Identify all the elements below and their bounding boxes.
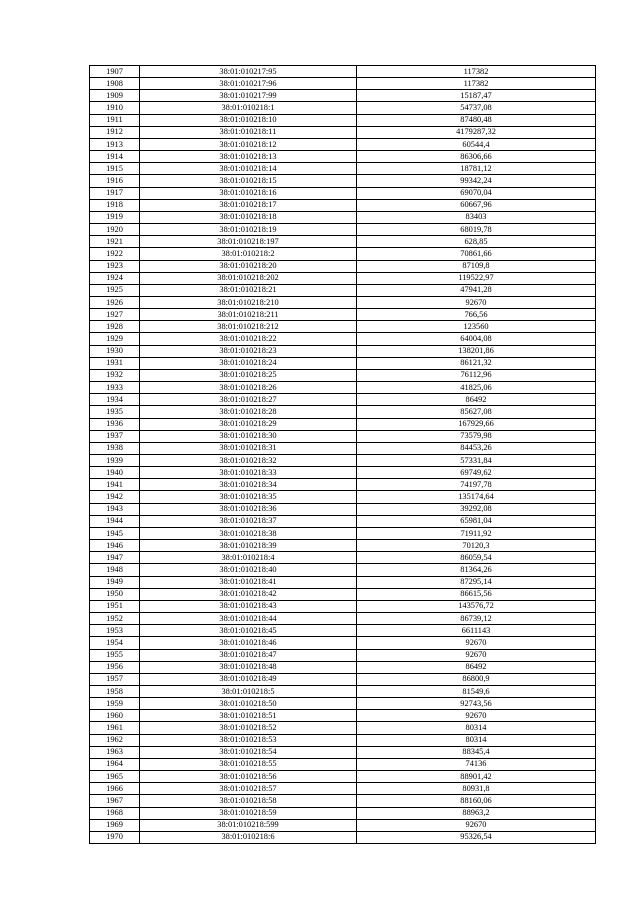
cadastral-number-cell: 38:01:010217:95 xyxy=(140,66,357,78)
row-number-cell: 1943 xyxy=(90,503,140,515)
cadastral-number-cell: 38:01:010218:13 xyxy=(140,151,357,163)
value-cell: 88901,42 xyxy=(357,771,596,783)
value-cell: 86059,54 xyxy=(357,552,596,564)
value-cell: 84453,26 xyxy=(357,442,596,454)
table-row xyxy=(90,382,596,394)
row-number-cell: 1965 xyxy=(90,771,140,783)
table-row xyxy=(90,807,596,819)
row-number-cell: 1957 xyxy=(90,673,140,685)
row-number-cell: 1944 xyxy=(90,515,140,527)
table-row xyxy=(90,126,596,138)
row-number-cell: 1928 xyxy=(90,321,140,333)
table-row xyxy=(90,333,596,345)
row-number-cell: 1948 xyxy=(90,564,140,576)
value-cell: 47941,28 xyxy=(357,284,596,296)
row-number-cell: 1967 xyxy=(90,795,140,807)
row-number-cell: 1925 xyxy=(90,284,140,296)
table-row xyxy=(90,515,596,527)
value-cell: 86306,66 xyxy=(357,151,596,163)
row-number-cell: 1942 xyxy=(90,491,140,503)
value-cell: 123560 xyxy=(357,321,596,333)
table-row xyxy=(90,758,596,770)
table-row xyxy=(90,163,596,175)
value-cell: 99342,24 xyxy=(357,175,596,187)
row-number-cell: 1954 xyxy=(90,637,140,649)
row-number-cell: 1949 xyxy=(90,576,140,588)
cadastral-number-cell: 38:01:010218:52 xyxy=(140,722,357,734)
cadastral-number-cell: 38:01:010218:40 xyxy=(140,564,357,576)
value-cell: 6611143 xyxy=(357,625,596,637)
table-row xyxy=(90,406,596,418)
cadastral-number-cell: 38:01:010218:212 xyxy=(140,321,357,333)
value-cell: 95326,54 xyxy=(357,831,596,843)
row-number-cell: 1938 xyxy=(90,442,140,454)
row-number-cell: 1920 xyxy=(90,224,140,236)
row-number-cell: 1927 xyxy=(90,309,140,321)
row-number-cell: 1917 xyxy=(90,187,140,199)
cadastral-number-cell: 38:01:010218:24 xyxy=(140,357,357,369)
table-row xyxy=(90,649,596,661)
row-number-cell: 1909 xyxy=(90,90,140,102)
row-number-cell: 1945 xyxy=(90,527,140,539)
table-row xyxy=(90,418,596,430)
row-number-cell: 1924 xyxy=(90,272,140,284)
table-row xyxy=(90,746,596,758)
value-cell: 64004,08 xyxy=(357,333,596,345)
table-row xyxy=(90,831,596,843)
row-number-cell: 1910 xyxy=(90,102,140,114)
row-number-cell: 1935 xyxy=(90,406,140,418)
row-number-cell: 1939 xyxy=(90,455,140,467)
row-number-cell: 1926 xyxy=(90,296,140,308)
table-row xyxy=(90,260,596,272)
cadastral-number-cell: 38:01:010218:211 xyxy=(140,309,357,321)
cadastral-number-cell: 38:01:010218:37 xyxy=(140,515,357,527)
row-number-cell: 1930 xyxy=(90,345,140,357)
cadastral-number-cell: 38:01:010218:10 xyxy=(140,114,357,126)
table-row xyxy=(90,613,596,625)
cadastral-number-cell: 38:01:010218:19 xyxy=(140,224,357,236)
table-row xyxy=(90,503,596,515)
value-cell: 92670 xyxy=(357,819,596,831)
table-row xyxy=(90,272,596,284)
value-cell: 86800,9 xyxy=(357,673,596,685)
table-row xyxy=(90,491,596,503)
cadastral-number-cell: 38:01:010218:22 xyxy=(140,333,357,345)
cadastral-number-cell: 38:01:010218:51 xyxy=(140,710,357,722)
cadastral-number-cell: 38:01:010218:45 xyxy=(140,625,357,637)
table-row xyxy=(90,771,596,783)
value-cell: 117382 xyxy=(357,66,596,78)
row-number-cell: 1936 xyxy=(90,418,140,430)
table-row xyxy=(90,90,596,102)
cadastral-number-cell: 38:01:010217:96 xyxy=(140,78,357,90)
cadastral-number-cell: 38:01:010218:53 xyxy=(140,734,357,746)
row-number-cell: 1962 xyxy=(90,734,140,746)
row-number-cell: 1908 xyxy=(90,78,140,90)
row-number-cell: 1970 xyxy=(90,831,140,843)
row-number-cell: 1934 xyxy=(90,394,140,406)
cadastral-number-cell: 38:01:010218:38 xyxy=(140,527,357,539)
table-row xyxy=(90,66,596,78)
value-cell: 74197,78 xyxy=(357,479,596,491)
cadastral-number-cell: 38:01:010218:43 xyxy=(140,600,357,612)
cadastral-number-cell: 38:01:010218:26 xyxy=(140,382,357,394)
row-number-cell: 1923 xyxy=(90,260,140,272)
value-cell: 60544,4 xyxy=(357,138,596,150)
table-row xyxy=(90,199,596,211)
cadastral-number-cell: 38:01:010218:35 xyxy=(140,491,357,503)
value-cell: 167929,66 xyxy=(357,418,596,430)
table-row xyxy=(90,224,596,236)
value-cell: 65981,04 xyxy=(357,515,596,527)
cadastral-number-cell: 38:01:010218:599 xyxy=(140,819,357,831)
value-cell: 86492 xyxy=(357,394,596,406)
row-number-cell: 1907 xyxy=(90,66,140,78)
row-number-cell: 1921 xyxy=(90,236,140,248)
table-row xyxy=(90,564,596,576)
table-row xyxy=(90,345,596,357)
value-cell: 74136 xyxy=(357,758,596,770)
cadastral-number-cell: 38:01:010218:32 xyxy=(140,455,357,467)
row-number-cell: 1912 xyxy=(90,126,140,138)
value-cell: 69749,62 xyxy=(357,467,596,479)
cadastral-number-cell: 38:01:010218:50 xyxy=(140,698,357,710)
cadastral-number-cell: 38:01:010218:16 xyxy=(140,187,357,199)
table-row xyxy=(90,710,596,722)
cadastral-number-cell: 38:01:010218:17 xyxy=(140,199,357,211)
table-row xyxy=(90,236,596,248)
value-cell: 92743,56 xyxy=(357,698,596,710)
table-row xyxy=(90,783,596,795)
table-row xyxy=(90,442,596,454)
table-row xyxy=(90,455,596,467)
row-number-cell: 1932 xyxy=(90,369,140,381)
row-number-cell: 1950 xyxy=(90,588,140,600)
cadastral-number-cell: 38:01:010218:33 xyxy=(140,467,357,479)
table-body xyxy=(90,66,596,844)
table-row xyxy=(90,284,596,296)
value-cell: 70120,3 xyxy=(357,540,596,552)
cadastral-number-cell: 38:01:010218:48 xyxy=(140,661,357,673)
row-number-cell: 1953 xyxy=(90,625,140,637)
table-row xyxy=(90,309,596,321)
table-row xyxy=(90,467,596,479)
value-cell: 88345,4 xyxy=(357,746,596,758)
cadastral-number-cell: 38:01:010218:20 xyxy=(140,260,357,272)
value-cell: 87109,8 xyxy=(357,260,596,272)
table-row xyxy=(90,78,596,90)
value-cell: 80314 xyxy=(357,734,596,746)
table-row xyxy=(90,321,596,333)
value-cell: 70861,66 xyxy=(357,248,596,260)
cadastral-number-cell: 38:01:010218:15 xyxy=(140,175,357,187)
table-row xyxy=(90,637,596,649)
cadastral-number-cell: 38:01:010218:56 xyxy=(140,771,357,783)
cadastral-number-cell: 38:01:010218:12 xyxy=(140,138,357,150)
table-row xyxy=(90,540,596,552)
cadastral-number-cell: 38:01:010218:34 xyxy=(140,479,357,491)
cadastral-number-cell: 38:01:010218:57 xyxy=(140,783,357,795)
row-number-cell: 1940 xyxy=(90,467,140,479)
table-row xyxy=(90,795,596,807)
table-row xyxy=(90,211,596,223)
value-cell: 628,85 xyxy=(357,236,596,248)
value-cell: 54737,08 xyxy=(357,102,596,114)
row-number-cell: 1946 xyxy=(90,540,140,552)
cadastral-number-cell: 38:01:010218:4 xyxy=(140,552,357,564)
cadastral-number-cell: 38:01:010218:28 xyxy=(140,406,357,418)
cadastral-number-cell: 38:01:010218:39 xyxy=(140,540,357,552)
row-number-cell: 1969 xyxy=(90,819,140,831)
row-number-cell: 1913 xyxy=(90,138,140,150)
table-row xyxy=(90,673,596,685)
cadastral-number-cell: 38:01:010217:99 xyxy=(140,90,357,102)
value-cell: 41825,06 xyxy=(357,382,596,394)
value-cell: 766,56 xyxy=(357,309,596,321)
table-row xyxy=(90,588,596,600)
cadastral-number-cell: 38:01:010218:6 xyxy=(140,831,357,843)
value-cell: 4179287,32 xyxy=(357,126,596,138)
cadastral-number-cell: 38:01:010218:1 xyxy=(140,102,357,114)
value-cell: 81364,26 xyxy=(357,564,596,576)
value-cell: 86739,12 xyxy=(357,613,596,625)
value-cell: 71911,92 xyxy=(357,527,596,539)
cadastral-number-cell: 38:01:010218:27 xyxy=(140,394,357,406)
value-cell: 86492 xyxy=(357,661,596,673)
cadastral-number-cell: 38:01:010218:202 xyxy=(140,272,357,284)
row-number-cell: 1960 xyxy=(90,710,140,722)
table-row xyxy=(90,625,596,637)
cadastral-number-cell: 38:01:010218:36 xyxy=(140,503,357,515)
table-row xyxy=(90,600,596,612)
value-cell: 73579,98 xyxy=(357,430,596,442)
cadastral-number-cell: 38:01:010218:54 xyxy=(140,746,357,758)
row-number-cell: 1937 xyxy=(90,430,140,442)
table-row xyxy=(90,722,596,734)
cadastral-number-cell: 38:01:010218:11 xyxy=(140,126,357,138)
cadastral-number-cell: 38:01:010218:14 xyxy=(140,163,357,175)
value-cell: 15187,47 xyxy=(357,90,596,102)
row-number-cell: 1952 xyxy=(90,613,140,625)
table-row xyxy=(90,552,596,564)
cadastral-number-cell: 38:01:010218:29 xyxy=(140,418,357,430)
row-number-cell: 1929 xyxy=(90,333,140,345)
value-cell: 87480,48 xyxy=(357,114,596,126)
table-row xyxy=(90,527,596,539)
value-cell: 86121,32 xyxy=(357,357,596,369)
row-number-cell: 1941 xyxy=(90,479,140,491)
cadastral-number-cell: 38:01:010218:2 xyxy=(140,248,357,260)
cadastral-value-table xyxy=(89,65,596,844)
table-row xyxy=(90,151,596,163)
table-row xyxy=(90,138,596,150)
value-cell: 92670 xyxy=(357,296,596,308)
value-cell: 119522,97 xyxy=(357,272,596,284)
value-cell: 18781,12 xyxy=(357,163,596,175)
row-number-cell: 1964 xyxy=(90,758,140,770)
row-number-cell: 1922 xyxy=(90,248,140,260)
value-cell: 88160,06 xyxy=(357,795,596,807)
cadastral-number-cell: 38:01:010218:5 xyxy=(140,685,357,697)
table-row xyxy=(90,248,596,260)
cadastral-number-cell: 38:01:010218:18 xyxy=(140,211,357,223)
table-row xyxy=(90,576,596,588)
cadastral-number-cell: 38:01:010218:21 xyxy=(140,284,357,296)
value-cell: 87295,14 xyxy=(357,576,596,588)
cadastral-number-cell: 38:01:010218:210 xyxy=(140,296,357,308)
row-number-cell: 1966 xyxy=(90,783,140,795)
table-row xyxy=(90,114,596,126)
value-cell: 117382 xyxy=(357,78,596,90)
cadastral-number-cell: 38:01:010218:44 xyxy=(140,613,357,625)
table-row xyxy=(90,661,596,673)
table-row xyxy=(90,394,596,406)
value-cell: 60667,96 xyxy=(357,199,596,211)
table-row xyxy=(90,819,596,831)
row-number-cell: 1959 xyxy=(90,698,140,710)
table-row xyxy=(90,175,596,187)
cadastral-number-cell: 38:01:010218:25 xyxy=(140,369,357,381)
table-row xyxy=(90,296,596,308)
table-row xyxy=(90,430,596,442)
row-number-cell: 1914 xyxy=(90,151,140,163)
cadastral-number-cell: 38:01:010218:30 xyxy=(140,430,357,442)
cadastral-number-cell: 38:01:010218:46 xyxy=(140,637,357,649)
table-row xyxy=(90,734,596,746)
value-cell: 88963,2 xyxy=(357,807,596,819)
value-cell: 92670 xyxy=(357,649,596,661)
row-number-cell: 1911 xyxy=(90,114,140,126)
row-number-cell: 1933 xyxy=(90,382,140,394)
row-number-cell: 1918 xyxy=(90,199,140,211)
table-row xyxy=(90,369,596,381)
table-row xyxy=(90,102,596,114)
row-number-cell: 1963 xyxy=(90,746,140,758)
value-cell: 138201,86 xyxy=(357,345,596,357)
cadastral-number-cell: 38:01:010218:41 xyxy=(140,576,357,588)
value-cell: 69070,04 xyxy=(357,187,596,199)
cadastral-number-cell: 38:01:010218:55 xyxy=(140,758,357,770)
value-cell: 80931,8 xyxy=(357,783,596,795)
row-number-cell: 1947 xyxy=(90,552,140,564)
value-cell: 86615,56 xyxy=(357,588,596,600)
row-number-cell: 1968 xyxy=(90,807,140,819)
row-number-cell: 1916 xyxy=(90,175,140,187)
table-row xyxy=(90,685,596,697)
value-cell: 39292,08 xyxy=(357,503,596,515)
row-number-cell: 1955 xyxy=(90,649,140,661)
row-number-cell: 1951 xyxy=(90,600,140,612)
value-cell: 135174,64 xyxy=(357,491,596,503)
value-cell: 80314 xyxy=(357,722,596,734)
cadastral-number-cell: 38:01:010218:49 xyxy=(140,673,357,685)
cadastral-number-cell: 38:01:010218:58 xyxy=(140,795,357,807)
row-number-cell: 1961 xyxy=(90,722,140,734)
cadastral-number-cell: 38:01:010218:31 xyxy=(140,442,357,454)
row-number-cell: 1915 xyxy=(90,163,140,175)
value-cell: 92670 xyxy=(357,637,596,649)
row-number-cell: 1931 xyxy=(90,357,140,369)
value-cell: 85627,08 xyxy=(357,406,596,418)
table-row xyxy=(90,698,596,710)
value-cell: 143576,72 xyxy=(357,600,596,612)
table-row xyxy=(90,479,596,491)
table-row xyxy=(90,187,596,199)
cadastral-number-cell: 38:01:010218:59 xyxy=(140,807,357,819)
value-cell: 92670 xyxy=(357,710,596,722)
row-number-cell: 1956 xyxy=(90,661,140,673)
value-cell: 57331,84 xyxy=(357,455,596,467)
value-cell: 83403 xyxy=(357,211,596,223)
cadastral-number-cell: 38:01:010218:197 xyxy=(140,236,357,248)
value-cell: 68019,78 xyxy=(357,224,596,236)
value-cell: 76112,96 xyxy=(357,369,596,381)
table-row xyxy=(90,357,596,369)
value-cell: 81549,6 xyxy=(357,685,596,697)
cadastral-number-cell: 38:01:010218:47 xyxy=(140,649,357,661)
row-number-cell: 1958 xyxy=(90,685,140,697)
cadastral-number-cell: 38:01:010218:42 xyxy=(140,588,357,600)
row-number-cell: 1919 xyxy=(90,211,140,223)
cadastral-number-cell: 38:01:010218:23 xyxy=(140,345,357,357)
